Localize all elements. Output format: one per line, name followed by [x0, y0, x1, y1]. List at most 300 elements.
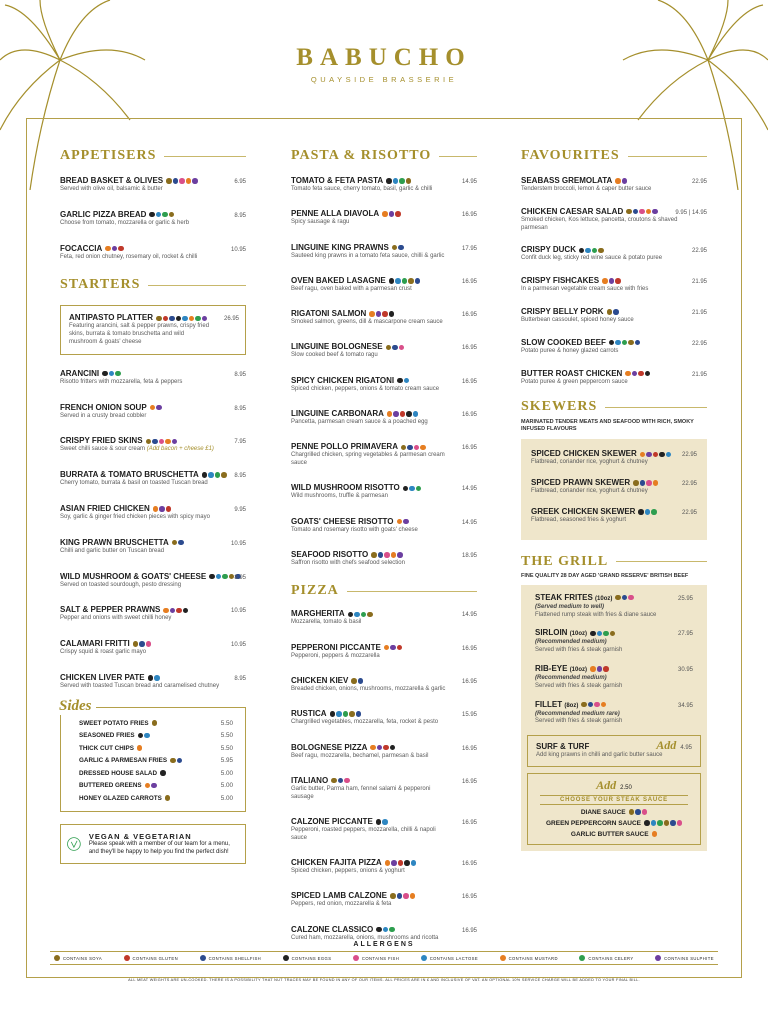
- sauce-item: [532, 829, 696, 840]
- item-extra: (Add bacon + cheese £1): [146, 446, 214, 453]
- item-description: [521, 255, 707, 263]
- footer-note: ALL MEAT WEIGHTS ARE UN-COOKED. THERE IS A POSSIBILITY THAT NUT TRACES MAY BE FOUND IN ANY OF OUR ITEMS. ALL PRICES ARE IN £ AND INCLUSIVE OF VAT. AN OPTIONAL 10% SERVICE CHARGE WILL BE ADDED TO YOUR FINAL BILL.: [128, 978, 640, 982]
- item-name-text: ASIAN FRIED CHICKEN: [60, 503, 150, 513]
- item-desc-text: Served with olive oil, balsamic & butter: [60, 186, 163, 192]
- item-name-text: SPICED CHICKEN SKEWER: [531, 449, 637, 459]
- menu-item: [291, 709, 477, 727]
- item-price: 16.95: [461, 678, 477, 685]
- item-desc-text: Served on toasted sourdough, pesto dressing: [60, 581, 182, 588]
- item-name-text: SPICED LAMB CALZONE: [291, 891, 387, 901]
- allergen-dots: [590, 666, 609, 672]
- allergen-dots: [602, 278, 621, 284]
- allergen-dots: [156, 316, 207, 322]
- item-description: [521, 186, 707, 194]
- item-desc-text: Mozzarella, tomato & basil: [291, 619, 362, 626]
- grill-item: [535, 664, 693, 691]
- allergen-dots: [376, 927, 395, 933]
- item-description: [521, 348, 707, 356]
- item-price: 30.95: [677, 666, 693, 673]
- menu-item: [291, 925, 477, 943]
- item-name: [60, 470, 246, 480]
- allergen-legend-item: [500, 955, 558, 961]
- item-desc-text: In a parmesan vegetable cream sauce with fries: [521, 286, 649, 293]
- item-size: (8oz): [564, 702, 579, 709]
- allergen-dots: [389, 278, 421, 284]
- section-title-grill: THE GRILL: [521, 554, 707, 570]
- item-recommendation: (Served medium to well): [535, 603, 605, 610]
- allergen-dots: [148, 675, 160, 681]
- allergen-label: CONTAINS SULPHITE: [664, 955, 714, 961]
- side-item: [79, 780, 233, 793]
- surf-price: 4.95: [680, 745, 692, 752]
- item-desc-text: Pepperoni, roasted peppers, mozzarella, chilli & napoli sauce: [291, 826, 436, 841]
- item-name: [60, 538, 246, 548]
- item-name: [531, 507, 697, 517]
- allergen-dots: [102, 371, 121, 377]
- item-description: [521, 379, 707, 387]
- allergen-dot-icon: [500, 955, 506, 961]
- menu-item: [291, 676, 477, 694]
- item-name-text: GREEK CHICKEN SKEWER: [531, 506, 636, 516]
- item-name-text: CRISPY FRIED SKINS: [60, 436, 143, 446]
- item-size: (10oz): [595, 595, 613, 602]
- side-price: 5.95: [220, 757, 233, 765]
- item-description: [60, 548, 246, 556]
- vegan-title: VEGAN & VEGETARIAN: [88, 832, 192, 842]
- item-description: [291, 352, 477, 360]
- item-name-text: FRENCH ONION SOUP: [60, 402, 147, 412]
- item-price: 21.95: [691, 279, 707, 286]
- menu-item: [291, 776, 477, 802]
- item-price: 34.95: [677, 702, 693, 709]
- menu-item: [291, 609, 477, 627]
- item-name: [60, 605, 246, 615]
- item-price: 17.95: [461, 245, 477, 252]
- side-name: SEASONED FRIES: [79, 732, 135, 740]
- item-name: [291, 609, 477, 619]
- item-description: [291, 253, 477, 261]
- item-name-text: SLOW COOKED BEEF: [521, 337, 606, 347]
- item-name: [60, 572, 246, 582]
- item-name-text: BREAD BASKET & OLIVES: [60, 176, 164, 185]
- menu-item: [521, 369, 707, 387]
- allergen-legend-item: [421, 955, 478, 961]
- allergen-dots: [626, 209, 658, 215]
- allergen-dot-icon: [579, 955, 585, 961]
- allergen-dots: [640, 452, 672, 458]
- menu-item: [291, 309, 477, 327]
- featured-antipasto-box: [60, 305, 246, 354]
- surf-name: SURF & TURF: [536, 742, 590, 752]
- allergen-dots: [629, 809, 648, 815]
- allergen-dots: [105, 246, 124, 252]
- item-desc-text: Potato puree & honey glazed carrots: [521, 347, 619, 354]
- side-item: [79, 718, 233, 731]
- item-price: 16.95: [461, 412, 477, 419]
- allergen-dot-icon: [283, 955, 289, 961]
- item-description: [60, 379, 246, 387]
- item-desc-text: Flatbread, coriander rice, yoghurt & chutney: [531, 459, 648, 466]
- menu-item: [291, 209, 477, 227]
- item-price: 6.95: [234, 179, 246, 185]
- allergen-dots: [397, 519, 409, 525]
- item-name-text: CHICKEN CAESAR SALAD: [521, 206, 624, 216]
- item-price: 14.95: [461, 179, 477, 185]
- item-name-text: GOATS' CHEESE RISOTTO: [291, 516, 394, 526]
- allergen-dots: [387, 411, 419, 417]
- item-name-text: CRISPY DUCK: [521, 245, 576, 255]
- item-price: 16.95: [461, 345, 477, 352]
- item-description: [60, 480, 246, 488]
- allergen-dots: [633, 480, 658, 486]
- allergen-dots: [401, 445, 426, 451]
- item-price: 16.95: [461, 927, 477, 934]
- item-name: [291, 676, 477, 686]
- item-description: [291, 686, 477, 694]
- menu-item: [291, 243, 477, 261]
- allergen-dots: [579, 248, 604, 254]
- allergen-dot-icon: [655, 955, 661, 961]
- allergen-dots: [581, 702, 606, 708]
- allergen-dot-icon: [200, 955, 206, 961]
- column-right: [521, 148, 707, 851]
- allergen-legend-item: [283, 955, 332, 961]
- item-desc-text: Tomato feta sauce, cherry tomato, basil, garlic & chilli: [291, 186, 433, 192]
- allergen-label: CONTAINS GLUTEN: [132, 955, 179, 961]
- item-price: 16.95: [461, 445, 477, 452]
- item-description: [60, 582, 246, 590]
- item-price: 21.95: [691, 371, 707, 378]
- item-price: 15.95: [461, 712, 477, 719]
- item-name: [60, 244, 246, 254]
- item-price: 22.95: [691, 340, 707, 347]
- allergen-dots: [607, 309, 619, 315]
- menu-item: [60, 403, 246, 421]
- menu-item: [521, 307, 707, 325]
- item-price: 16.95: [461, 745, 477, 752]
- item-description: [60, 186, 246, 194]
- item-name: [60, 403, 246, 413]
- allergen-legend-item: [200, 955, 262, 961]
- allergen-label: CONTAINS CELERY: [588, 955, 634, 961]
- menu-item: [291, 891, 477, 909]
- vegan-text: Please speak with a member of our team for a menu, and they'll be happy to help you find the perfect dish!: [88, 841, 230, 855]
- item-description: [521, 286, 707, 294]
- item-desc-text: Potato puree & green peppercorn sauce: [521, 378, 628, 385]
- item-name-text: FILLET: [535, 699, 563, 709]
- menu-item: [60, 572, 246, 590]
- item-name: [535, 628, 693, 639]
- item-name-text: RUSTICA: [291, 709, 327, 719]
- item-desc-text: Feta, red onion chutney, rosemary oil, rocket & chilli: [60, 253, 198, 260]
- item-desc-text: Cured ham, mozzarella, onions, mushrooms and ricotta: [291, 934, 439, 941]
- item-name: [60, 210, 246, 220]
- grill-list: [527, 593, 701, 726]
- section-title-favourites: FAVOURITES: [521, 148, 707, 164]
- item-name-text: LINGUINE KING PRAWNS: [291, 242, 389, 252]
- item-description: [60, 683, 246, 691]
- item-description: [291, 560, 477, 568]
- allergen-dots: [370, 745, 395, 751]
- item-price: 16.95: [461, 278, 477, 285]
- allergen-legend-item: [124, 955, 178, 961]
- item-name: [291, 376, 477, 386]
- menu-item: [521, 245, 707, 263]
- item-name-text: ITALIANO: [291, 775, 329, 785]
- item-description: [291, 452, 477, 468]
- item-description: [60, 615, 246, 623]
- allergen-dots: [397, 378, 409, 384]
- item-description: [521, 217, 707, 233]
- item-description: [291, 868, 477, 876]
- grill-box: [521, 585, 707, 851]
- sides-list: [79, 718, 233, 806]
- item-name: [291, 176, 477, 186]
- allergen-label: CONTAINS MUSTARD: [508, 955, 558, 961]
- item-description: [531, 459, 697, 467]
- item-name: [291, 776, 477, 786]
- allergen-dots: [615, 595, 634, 601]
- section-title-skewers: SKEWERS: [521, 399, 707, 415]
- allergen-dots: [390, 893, 415, 899]
- surf-add-label: Add: [656, 738, 677, 753]
- menu-item: [291, 817, 477, 843]
- item-name: [291, 550, 477, 560]
- item-price: 8.95: [234, 473, 246, 480]
- item-description: [531, 517, 697, 525]
- brand-tagline: QUAYSIDE BRASSERIE: [310, 75, 458, 84]
- item-desc-text: Risotto fritters with mozzarella, feta & peppers: [60, 378, 183, 385]
- menu-item: [60, 436, 246, 454]
- item-description: [291, 653, 477, 661]
- item-desc-text: Beef ragu, oven baked with a parmesan crust: [291, 285, 412, 292]
- item-desc-text: Slow cooked beef & tomato ragu: [291, 352, 378, 359]
- item-description: Served with fries & steak garnish: [535, 647, 623, 654]
- allergen-dots: [403, 486, 422, 492]
- allergen-dots: [351, 678, 363, 684]
- menu-item: [60, 639, 246, 657]
- item-name-text: SALT & PEPPER PRAWNS: [60, 605, 161, 615]
- item-desc-text: Served in a crusty bread cobbler: [60, 412, 147, 419]
- item-name-text: WILD MUSHROOM & GOATS' CHEESE: [60, 571, 207, 581]
- item-desc-text: Wild mushrooms, truffle & parmesan: [291, 493, 388, 500]
- item-desc-text: Cherry tomato, burrata & basil on toasted Tuscan bread: [60, 480, 208, 487]
- sauce-add-label: Add: [596, 777, 617, 792]
- allergen-label: CONTAINS SHELLFISH: [208, 955, 262, 961]
- item-description: [60, 649, 246, 657]
- favourites-list: [521, 176, 707, 386]
- item-description: [291, 786, 477, 802]
- grill-item: [535, 700, 693, 727]
- side-name: BUTTERED GREENS: [79, 782, 142, 790]
- item-desc-text: Chilli and garlic butter on Tuscan bread: [60, 547, 165, 554]
- item-desc-text: Pepper and onions with sweet chilli honey: [60, 615, 172, 622]
- menu-item: [291, 276, 477, 294]
- allergen-dots: [145, 783, 157, 789]
- item-name-text: SIRLOIN: [535, 628, 568, 638]
- item-desc-text: Spiced chicken, peppers, onions & yoghurt: [291, 868, 405, 875]
- allergen-dots: [149, 212, 174, 218]
- item-description: [291, 527, 477, 535]
- item-recommendation: (Recommended medium rare): [535, 710, 620, 717]
- allergen-dots: [146, 439, 178, 445]
- menu-item: [291, 483, 477, 501]
- item-price: 10.95: [230, 608, 246, 615]
- side-item: [79, 755, 233, 768]
- item-desc-text: Smoked chicken, Kos lettuce, pancetta, croutons & shaved parmesan: [521, 216, 678, 231]
- item-description: [60, 413, 246, 421]
- item-price: 8.95: [234, 371, 246, 378]
- item-name-text: ANTIPASTO PLATTER: [69, 313, 153, 323]
- allergen-dot-icon: [421, 955, 427, 961]
- item-price: 22.95: [681, 509, 697, 516]
- side-price: 5.00: [220, 769, 233, 777]
- item-size: (10oz): [569, 631, 588, 638]
- item-desc-text: Flatbread, coriander rice, yoghurt & chutney: [531, 488, 648, 495]
- menu-item: [531, 507, 697, 525]
- sauce-list: [532, 807, 696, 840]
- item-name-text: PENNE ALLA DIAVOLA: [291, 209, 380, 219]
- allergen-dots: [138, 733, 150, 739]
- item-name-text: GARLIC PIZZA BREAD: [60, 209, 147, 219]
- item-price: 14.95: [461, 519, 477, 526]
- menu-item: [521, 338, 707, 356]
- item-name: [60, 176, 246, 186]
- item-name-text: OVEN BAKED LASAGNE: [291, 275, 386, 285]
- allergen-dots: [369, 311, 394, 317]
- item-price: 21.95: [691, 309, 707, 316]
- sauce-item: [532, 807, 696, 818]
- allergen-dot-icon: [353, 955, 359, 961]
- item-name: [291, 409, 477, 419]
- item-price: 9.95 | 14.95: [675, 209, 707, 216]
- item-description: [291, 753, 477, 761]
- item-name: [291, 925, 477, 935]
- item-desc-text: Chargrilled chicken, spring vegetables & parmesan cream sauce: [291, 452, 445, 467]
- item-desc-text: Garlic butter, Parma ham, fennel salami & pepperoni sausage: [291, 785, 431, 800]
- allergen-dots: [386, 178, 411, 184]
- grill-item: [535, 628, 693, 655]
- menu-item: [521, 276, 707, 294]
- sides-box: [59, 697, 246, 813]
- menu-item: [291, 517, 477, 535]
- allergen-dots: [382, 211, 401, 217]
- item-price: 10.95: [230, 642, 246, 649]
- item-desc-text: Served with toasted Tuscan bread and caramelised chutney: [60, 682, 220, 689]
- item-price: 16.95: [461, 378, 477, 385]
- item-desc-text: Pepperoni, peppers & mozzarella: [291, 652, 380, 659]
- item-name-text: CALZONE PICCANTE: [291, 816, 373, 826]
- item-name-text: FOCACCIA: [60, 243, 103, 253]
- skewers-intro: MARINATED TENDER MEATS AND SEAFOOD WITH RICH, SMOKY INFUSED FLAVOURS: [521, 419, 694, 433]
- menu-item: [291, 442, 477, 468]
- item-name: [291, 309, 477, 319]
- menu-item: [291, 743, 477, 761]
- surf-turf-item: [536, 738, 692, 760]
- item-description: [521, 317, 707, 325]
- section-title-pizza: PIZZA: [291, 583, 477, 599]
- item-name-text: PENNE POLLO PRIMAVERA: [291, 442, 398, 452]
- item-name: [291, 709, 477, 719]
- item-name-text: SEAFOOD RISOTTO: [291, 550, 369, 560]
- item-price: 8.95: [234, 675, 246, 682]
- item-price: 22.95: [681, 481, 697, 488]
- item-name-text: RIGATONI SALMON: [291, 309, 367, 319]
- allergens-section: [50, 941, 718, 965]
- side-name: DRESSED HOUSE SALAD: [79, 769, 158, 777]
- section-title-starters: STARTERS: [60, 277, 246, 293]
- menu-item: [291, 376, 477, 394]
- allergen-dots: [385, 860, 417, 866]
- item-name: [521, 369, 707, 379]
- brand-header: [0, 44, 768, 84]
- surf-desc: Add king prawns in chilli and garlic butter sauce: [536, 752, 663, 759]
- item-name: [531, 478, 697, 488]
- item-name-text: LINGUINE BOLOGNESE: [291, 342, 383, 352]
- allergens-title: ALLERGENS: [353, 941, 415, 948]
- item-name-text: WILD MUSHROOM RISOTTO: [291, 483, 400, 493]
- item-name: [535, 593, 693, 604]
- item-price: 26.95: [223, 316, 239, 323]
- item-name: [291, 243, 477, 253]
- item-name: [521, 276, 707, 286]
- item-price: 8.95: [234, 574, 246, 581]
- item-description: [291, 186, 477, 194]
- item-name: [535, 664, 693, 675]
- vegan-leaf-icon: [67, 831, 81, 857]
- allergen-dots: [330, 711, 362, 717]
- item-name: [291, 209, 477, 219]
- menu-item: [60, 504, 246, 522]
- item-description: [291, 286, 477, 294]
- item-name-text: MARGHERITA: [291, 609, 345, 619]
- allergen-dots: [652, 831, 658, 837]
- allergen-dots: [160, 770, 166, 776]
- item-desc-text: Choose from tomato, mozzarella or garlic & herb: [60, 219, 190, 226]
- side-price: 5.50: [220, 719, 233, 727]
- item-name: [60, 504, 246, 514]
- menu-item: [60, 470, 246, 488]
- menu-item: [60, 673, 246, 691]
- item-desc-text: Pancetta, parmesan cream sauce & a poached egg: [291, 419, 428, 426]
- item-description: [291, 219, 477, 227]
- item-desc-text: Spicy sausage & ragu: [291, 219, 350, 226]
- allergen-dots: [331, 778, 350, 784]
- allergen-dots: [170, 758, 182, 764]
- sauce-price: 2.50: [620, 784, 632, 791]
- sauce-name: GARLIC BUTTER SAUCE: [570, 830, 649, 838]
- item-desc-text: Soy, garlic & ginger fried chicken pieces with spicy mayo: [60, 513, 210, 520]
- item-desc-text: Tenderstem broccoli, lemon & caper butter sauce: [521, 186, 652, 192]
- item-name-text: SPICED PRAWN SKEWER: [531, 478, 631, 488]
- item-price: 8.95: [234, 405, 246, 412]
- item-name: [291, 342, 477, 352]
- item-name-text: CHICKEN FAJITA PIZZA: [291, 858, 382, 868]
- item-name-text: CHICKEN LIVER PATE: [60, 672, 145, 682]
- item-price: 9.95: [234, 506, 246, 513]
- item-name: [531, 449, 697, 459]
- item-name: [291, 817, 477, 827]
- item-name-text: SEABASS GREMOLATA: [521, 176, 613, 185]
- sauce-name: DIANE SAUCE: [580, 808, 626, 816]
- item-desc-text: Saffron risotto with chefs seafood selection: [291, 560, 405, 567]
- menu-item: [531, 449, 697, 467]
- item-name: [291, 276, 477, 286]
- side-item: [79, 730, 233, 743]
- menu-item: [60, 176, 246, 194]
- item-description: Served with fries & steak garnish: [535, 718, 623, 725]
- grill-item: [535, 593, 693, 620]
